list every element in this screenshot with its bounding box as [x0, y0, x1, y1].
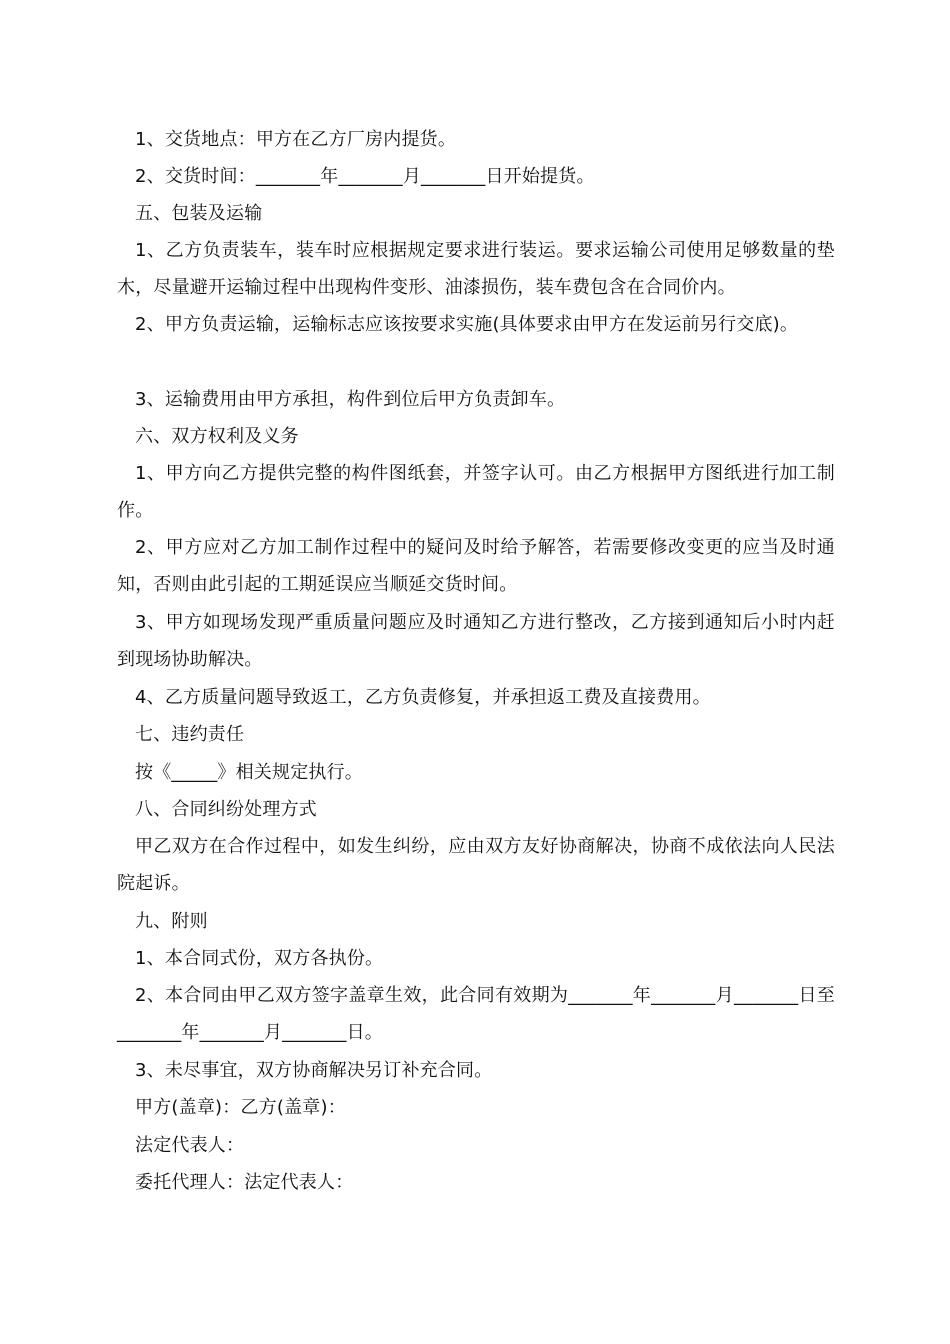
paragraph-validity: 2、本合同由甲乙双方签字盖章生效，此合同有效期为_______年_______月_______日至_______年_______月_______日。 [117, 985, 835, 1043]
paragraph-transport: 2、甲方负责运输，运输标志应该按要求实施(具体要求由甲方在发运前另行交底)。 [135, 314, 799, 335]
heading-supplementary: 九、附则 [135, 911, 208, 932]
paragraph-liability-rules: 按《_____》相关规定执行。 [135, 762, 363, 783]
heading-liability: 七、违约责任 [135, 724, 245, 745]
heading-rights-obligations: 六、双方权利及义务 [135, 426, 299, 447]
paragraph-delivery-time: 2、交货时间：_______年_______月_______日开始提货。 [135, 166, 595, 187]
signature-agent: 委托代理人：法定代表人： [135, 1172, 354, 1193]
paragraph-copies: 1、本合同式份，双方各执份。 [135, 948, 384, 969]
signature-legal-representative: 法定代表人： [135, 1135, 245, 1156]
heading-packaging-transport: 五、包装及运输 [135, 203, 263, 224]
paragraph-drawings: 1、甲方向乙方提供完整的构件图纸套，并签字认可。由乙方根据甲方图纸进行加工制作。 [117, 463, 835, 521]
paragraph-rework: 4、乙方质量问题导致返工，乙方负责修复，并承担返工费及直接费用。 [135, 687, 711, 708]
paragraph-loading: 1、乙方负责装车，装车时应根据规定要求进行装运。要求运输公司使用足够数量的垫木，尽量避开运输过程中出现构件变形、油漆损伤，装车费包含在合同价内。 [117, 240, 835, 298]
paragraph-other-matters: 3、未尽事宜，双方协商解决另订补充合同。 [135, 1060, 493, 1081]
signature-seals: 甲方(盖章)：乙方(盖章)： [135, 1097, 346, 1118]
paragraph-answers: 2、甲方应对乙方加工制作过程中的疑问及时给予解答，若需要修改变更的应当及时通知，否则由此引起的工期延误应当顺延交货时间。 [117, 537, 835, 595]
paragraph-delivery-location: 1、交货地点：甲方在乙方厂房内提货。 [135, 129, 457, 150]
heading-dispute: 八、合同纠纷处理方式 [135, 799, 317, 820]
paragraph-transport-cost: 3、运输费用由甲方承担，构件到位后甲方负责卸车。 [135, 389, 566, 410]
paragraph-dispute: 甲乙双方在合作过程中，如发生纠纷，应由双方友好协商解决，协商不成依法向人民法院起诉。 [117, 836, 835, 894]
paragraph-quality-issues: 3、甲方如现场发现严重质量问题应及时通知乙方进行整改，乙方接到通知后小时内赶到现场协助解决。 [117, 612, 835, 670]
